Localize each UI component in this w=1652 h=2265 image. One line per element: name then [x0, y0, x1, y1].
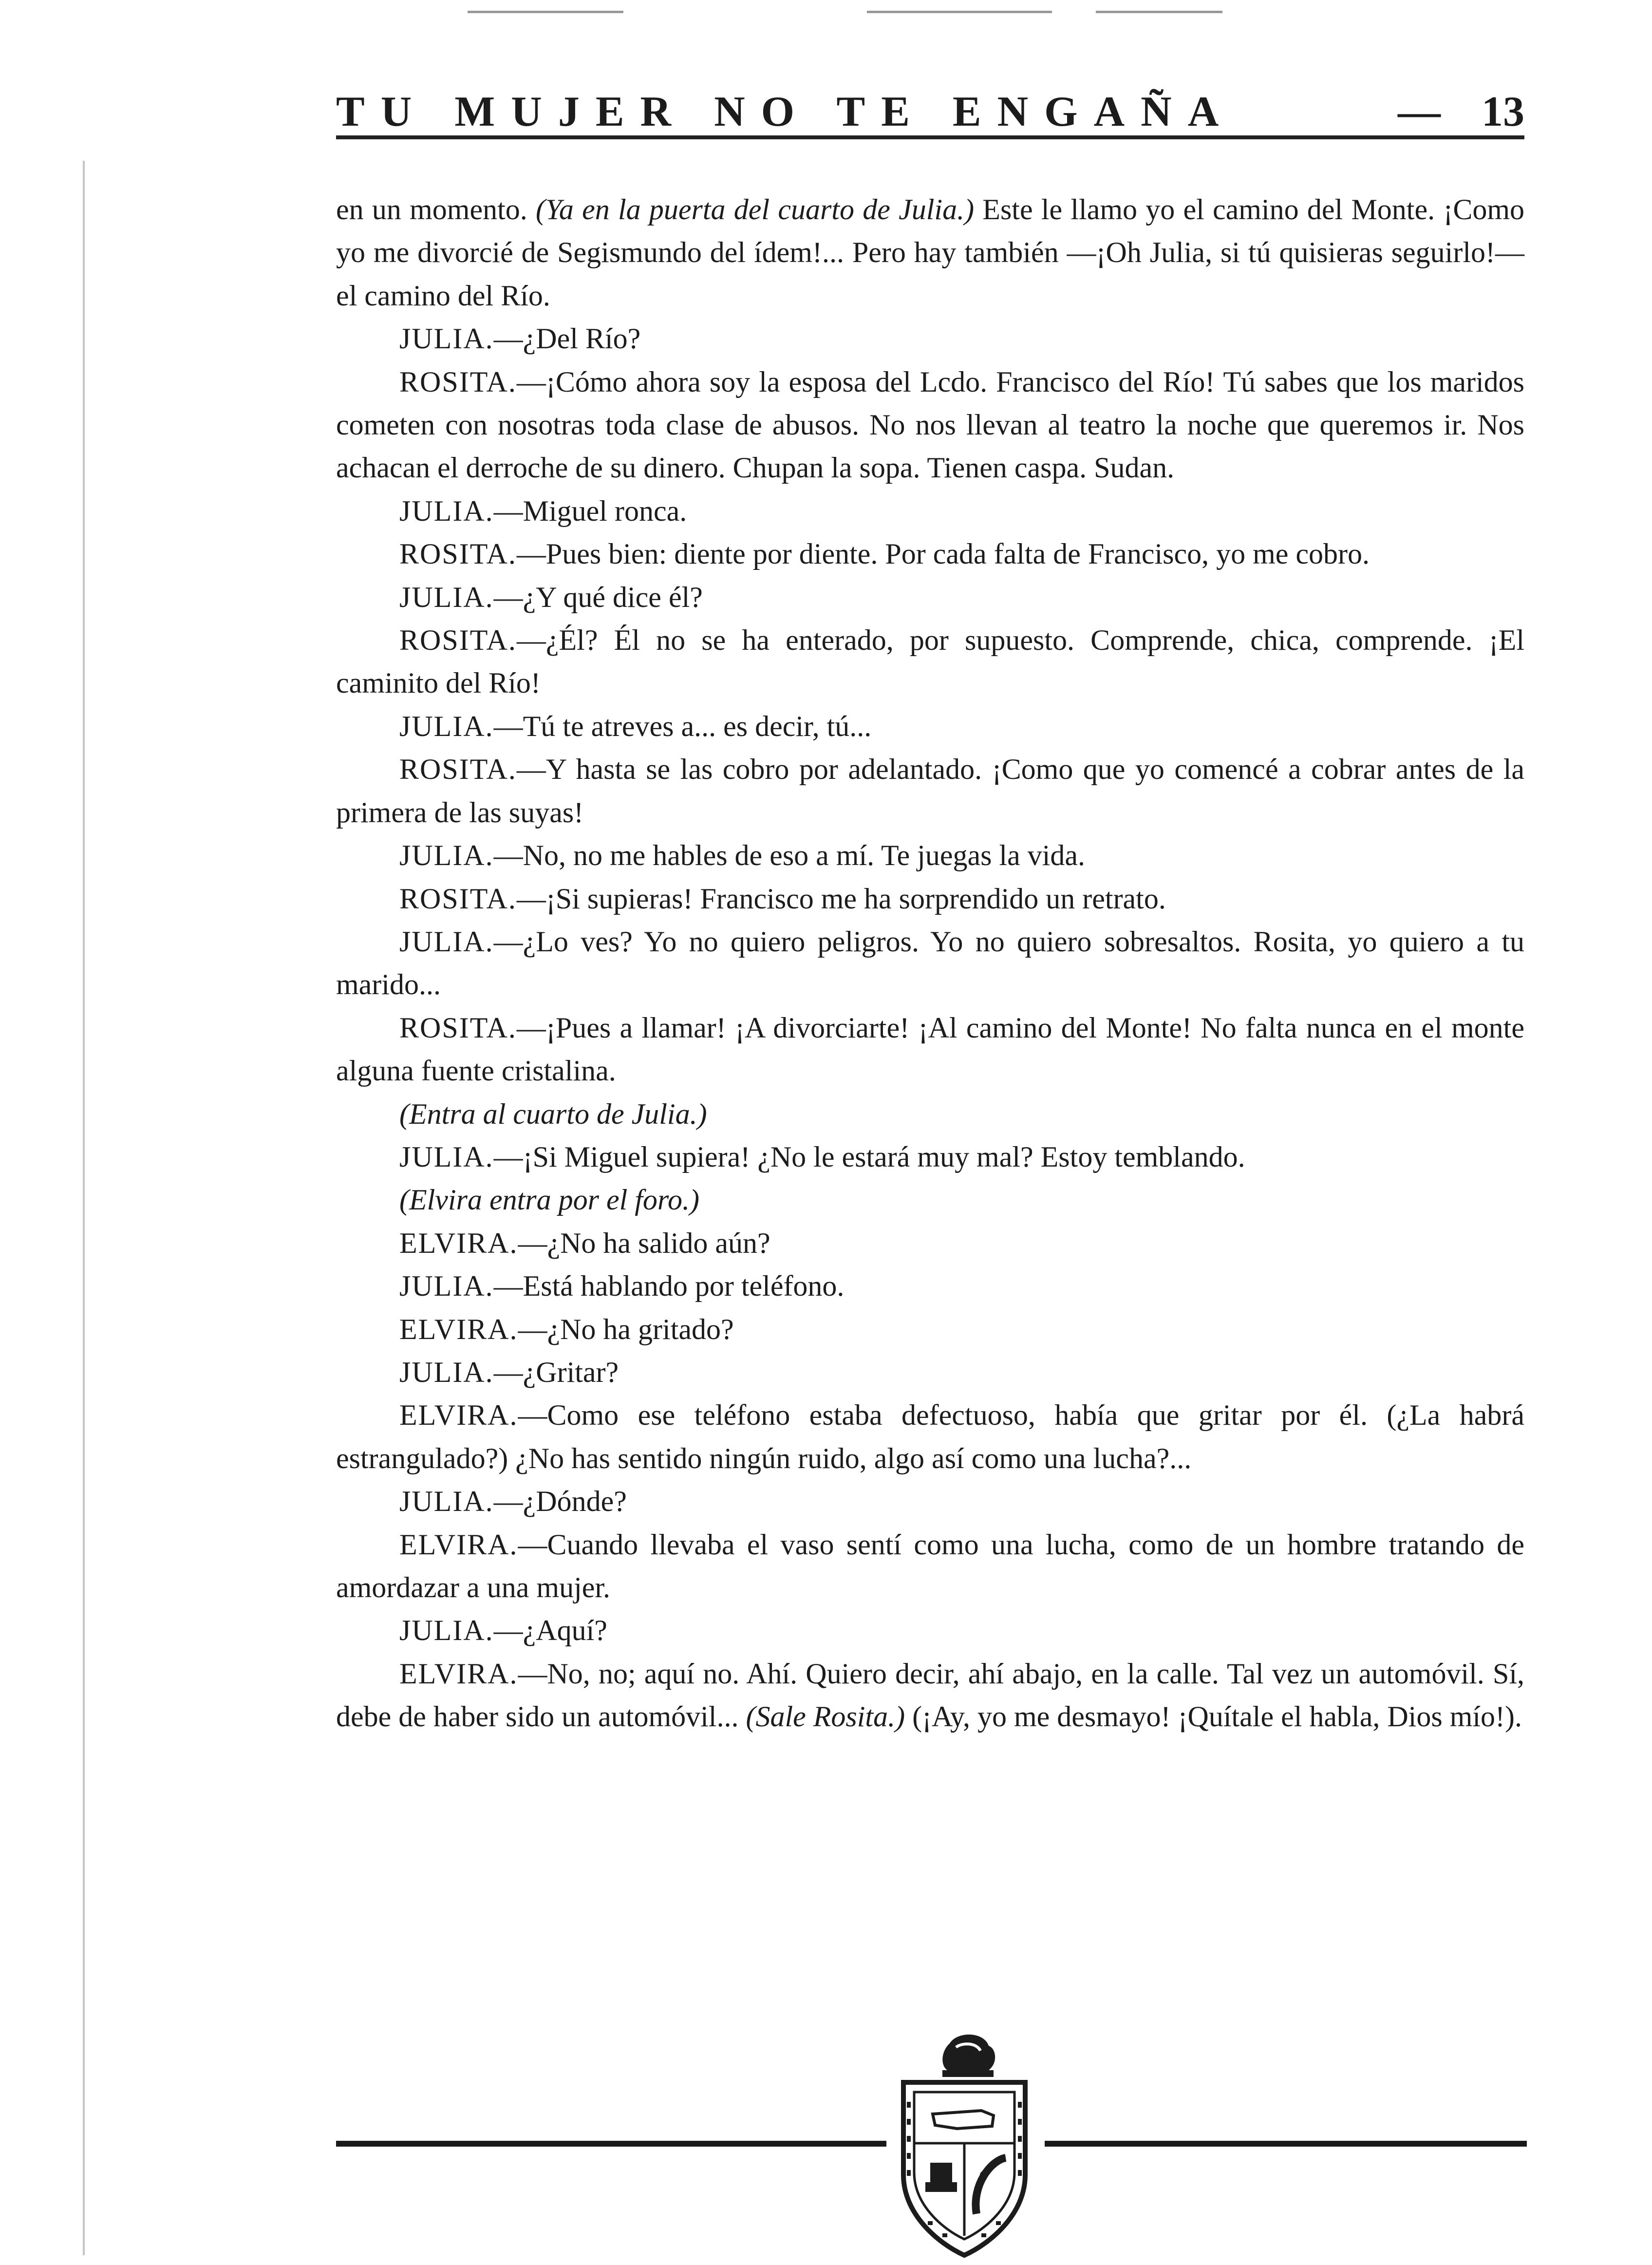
header-rule — [336, 135, 1524, 139]
page-number: 13 — [1482, 88, 1524, 135]
speaker: ELVIRA. — [399, 1528, 518, 1561]
coat-of-arms-icon — [884, 2029, 1045, 2263]
speaker: JULIA. — [399, 322, 494, 355]
dialogue-line — [336, 748, 1524, 834]
dialogue-line — [336, 834, 1524, 877]
dialogue-text: —¿Lo ves? Yo no quiero peligros. Yo no quiero sobresaltos. Rosita, yo quiero a tu marido... — [336, 925, 1524, 1001]
dialogue-text: —No, no; aquí no. Ahí. Quiero decir, ahí abajo, en la calle. Tal vez un automóvil. Sí, debe de haber sido un automóvil... — [336, 1657, 1524, 1733]
dialogue-text: —Y hasta se las cobro por adelantado. ¡Como que yo comencé a cobrar antes de la primera de las suyas! — [336, 753, 1524, 829]
speaker: ROSITA. — [399, 882, 517, 915]
dialogue-text: —¿Dónde? — [493, 1485, 627, 1518]
dialogue-text: —¿Él? Él no se ha enterado, por supuesto. Comprende, chica, comprende. ¡El caminito del Río! — [336, 624, 1524, 699]
speaker: JULIA. — [399, 925, 494, 958]
dialogue-line — [336, 1609, 1524, 1652]
play-text — [336, 188, 1524, 1738]
dialogue-text: —Pues bien: diente por diente. Por cada falta de Francisco, yo me cobro. — [516, 538, 1370, 570]
dialogue-line — [336, 1523, 1524, 1609]
stage-direction: (Entra al cuarto de Julia.) — [399, 1097, 707, 1130]
speaker: JULIA. — [399, 1614, 494, 1647]
speaker: JULIA. — [399, 494, 494, 527]
dialogue-line — [336, 532, 1524, 575]
dialogue-line — [336, 1222, 1524, 1265]
dialogue-line — [336, 360, 1524, 490]
speaker: JULIA. — [399, 1140, 494, 1173]
dialogue-text: —¿Gritar? — [493, 1356, 619, 1388]
dialogue-line — [336, 1135, 1524, 1178]
footer-rule — [1045, 2141, 1527, 2147]
dialogue-text: —¿Y qué dice él? — [493, 581, 703, 613]
dialogue-line — [336, 490, 1524, 532]
dialogue-text: —¡Pues a llamar! ¡A divorciarte! ¡Al camino del Monte! No falta nunca en el monte alguna fuente cristalina. — [336, 1011, 1524, 1087]
scan-artifact — [867, 11, 1052, 13]
dialogue-line — [336, 317, 1524, 360]
header-separator: — — [1398, 88, 1441, 135]
scan-artifact — [468, 11, 623, 13]
stage-direction: (Sale Rosita.) — [746, 1700, 905, 1733]
dialogue-line — [336, 1351, 1524, 1394]
paragraph: en un momento. (Ya en la puerta del cuarto de Julia.) Este le llamo yo el camino del Monte. ¡Como yo me divorcié de Segismundo del ídem!... Pero hay también —¡Oh Julia, si tú quisieras seguirlo!— el camino del Río. — [336, 193, 1525, 312]
dialogue-line — [336, 1265, 1524, 1307]
speaker: JULIA. — [399, 581, 494, 613]
dialogue-text: —¿Del Río? — [493, 322, 641, 355]
dialogue-line — [336, 1308, 1524, 1351]
speaker: JULIA. — [399, 1356, 494, 1388]
speaker: ELVIRA. — [399, 1227, 518, 1259]
dialogue-text: —Cuando llevaba el vaso sentí como una lucha, como de un hombre tratando de amordazar a una mujer. — [336, 1528, 1524, 1604]
running-title: TU MUJER NO TE ENGAÑA — [336, 88, 1235, 135]
dialogue-line — [336, 619, 1524, 705]
speaker: ROSITA. — [399, 753, 517, 786]
dialogue-line — [336, 705, 1524, 748]
speaker: ROSITA. — [399, 365, 517, 398]
page-header — [336, 73, 1524, 136]
dialogue-text: —Está hablando por teléfono. — [493, 1270, 845, 1302]
dialogue-text: —¿No ha gritado? — [518, 1313, 734, 1345]
dialogue-line — [336, 576, 1524, 619]
dialogue-text: —Como ese teléfono estaba defectuoso, había que gritar por él. (¿La habrá estrangulado?) ¿No has sentido ningún ruido, algo así como una lucha?... — [336, 1399, 1524, 1474]
speaker: JULIA. — [399, 710, 494, 742]
scan-artifact — [1096, 11, 1222, 13]
speaker: JULIA. — [399, 839, 494, 872]
dialogue-line — [336, 877, 1524, 920]
speaker: ELVIRA. — [399, 1657, 518, 1690]
dialogue-line — [336, 1652, 1524, 1738]
speaker: JULIA. — [399, 1270, 494, 1302]
dialogue-text: —¡Cómo ahora soy la esposa del Lcdo. Francisco del Río! Tú sabes que los maridos cometen con nosotras toda clase de abusos. No nos llevan al teatro la noche que queremos ir. Nos achacan el derroche de su dinero. Chupan la sopa. Tienen caspa. Sudan. — [336, 365, 1524, 484]
dialogue-line — [336, 1394, 1524, 1480]
footer-rule — [336, 2141, 886, 2147]
speaker: ROSITA. — [399, 1011, 517, 1044]
speaker: ROSITA. — [399, 624, 517, 657]
speaker: JULIA. — [399, 1485, 494, 1518]
dialogue-text: —¡Si Miguel supiera! ¿No le estará muy mal? Estoy temblando. — [493, 1140, 1245, 1173]
speaker: ELVIRA. — [399, 1313, 518, 1345]
dialogue-text: —¿No ha salido aún? — [518, 1227, 770, 1259]
dialogue-text: —Miguel ronca. — [493, 494, 687, 527]
scan-edge — [83, 161, 85, 2255]
dialogue-line — [336, 1480, 1524, 1523]
speaker: ROSITA. — [399, 538, 517, 570]
stage-direction: (Elvira entra por el foro.) — [399, 1184, 700, 1216]
stage-direction: (Ya en la puerta del cuarto de Julia.) — [536, 193, 975, 226]
speaker: ELVIRA. — [399, 1399, 518, 1432]
dialogue-text: —¡Si supieras! Francisco me ha sorprendido un retrato. — [516, 882, 1166, 915]
dialogue-text: —Tú te atreves a... es decir, tú... — [493, 710, 872, 742]
dialogue-text: —No, no me hables de eso a mí. Te juegas la vida. — [493, 839, 1086, 872]
dialogue-line — [336, 920, 1524, 1006]
dialogue-line — [336, 1006, 1524, 1093]
dialogue-text: (¡Ay, yo me desmayo! ¡Quítale el habla, Dios mío!). — [905, 1700, 1522, 1733]
page-number-group — [1398, 87, 1524, 136]
dialogue-text: —¿Aquí? — [493, 1614, 607, 1647]
